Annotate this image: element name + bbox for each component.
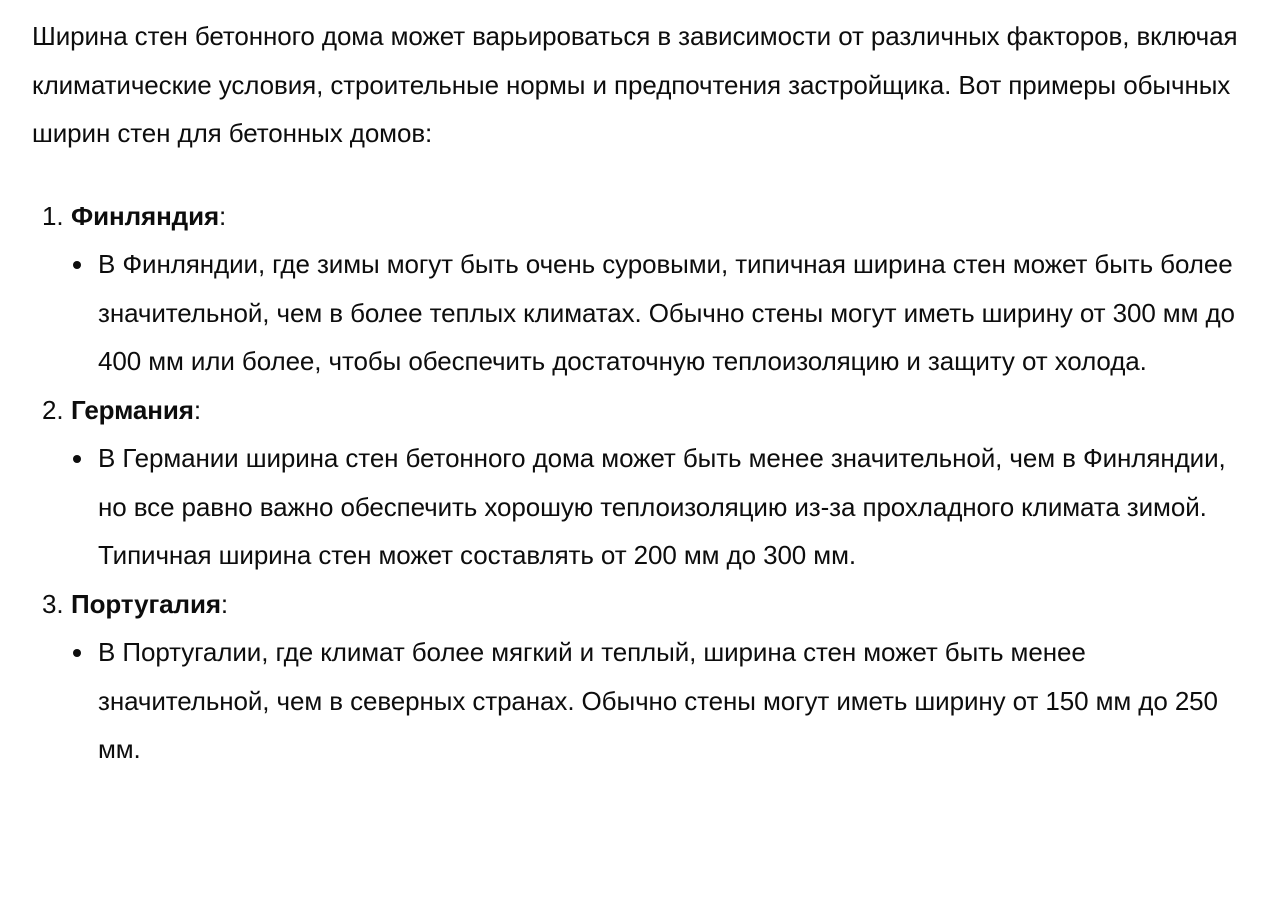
list-item	[32, 386, 1256, 580]
list-item-heading	[32, 192, 1256, 241]
list-item-number: 2.	[42, 394, 64, 425]
list-item-number: 1.	[42, 200, 64, 231]
bullet-dot-icon	[73, 261, 81, 269]
bullet-list	[32, 628, 1256, 774]
bullet-text: В Германии ширина стен бетонного дома может быть менее значительной, чем в Финляндии, но все равно важно обеспечить хорошую теплоизоляцию из-за прохладного климата зимой. Типичная ширина стен может составлять от 200 мм до 300 мм.	[98, 443, 1226, 570]
country-list	[32, 192, 1256, 774]
bullet-list	[32, 240, 1256, 386]
list-item	[32, 192, 1256, 386]
country-name: Финляндия	[71, 200, 220, 231]
list-item-number: 3.	[42, 588, 64, 619]
heading-colon: :	[193, 394, 201, 425]
heading-colon: :	[219, 200, 227, 231]
bullet-item	[32, 434, 1256, 580]
bullet-text: В Финляндии, где зимы могут быть очень суровыми, типичная ширина стен может быть более значительной, чем в более теплых климатах. Обычно стены могут иметь ширину от 300 мм до 400 мм или более, чтобы обеспечить достаточную теплоизоляцию и защиту от холода.	[98, 249, 1235, 376]
heading-colon: :	[220, 588, 229, 619]
bullet-text: В Португалии, где климат более мягкий и теплый, ширина стен может быть менее значительной, чем в северных странах. Обычно стены могут иметь ширину от 150 мм до 250 мм.	[98, 637, 1218, 764]
bullet-item	[32, 240, 1256, 386]
bullet-item	[32, 628, 1256, 774]
list-item-heading	[32, 580, 1256, 629]
bullet-list	[32, 434, 1256, 580]
bullet-dot-icon	[73, 455, 81, 463]
list-item	[32, 580, 1256, 774]
country-name: Германия	[71, 394, 194, 425]
intro-paragraph: Ширина стен бетонного дома может варьироваться в зависимости от различных факторов, включая климатические условия, строительные нормы и предпочтения застройщика. Вот примеры обычных ширин стен для бетонных домов:	[32, 21, 1238, 148]
country-name: Португалия	[71, 588, 221, 619]
bullet-dot-icon	[73, 649, 81, 657]
list-item-heading	[32, 386, 1256, 435]
